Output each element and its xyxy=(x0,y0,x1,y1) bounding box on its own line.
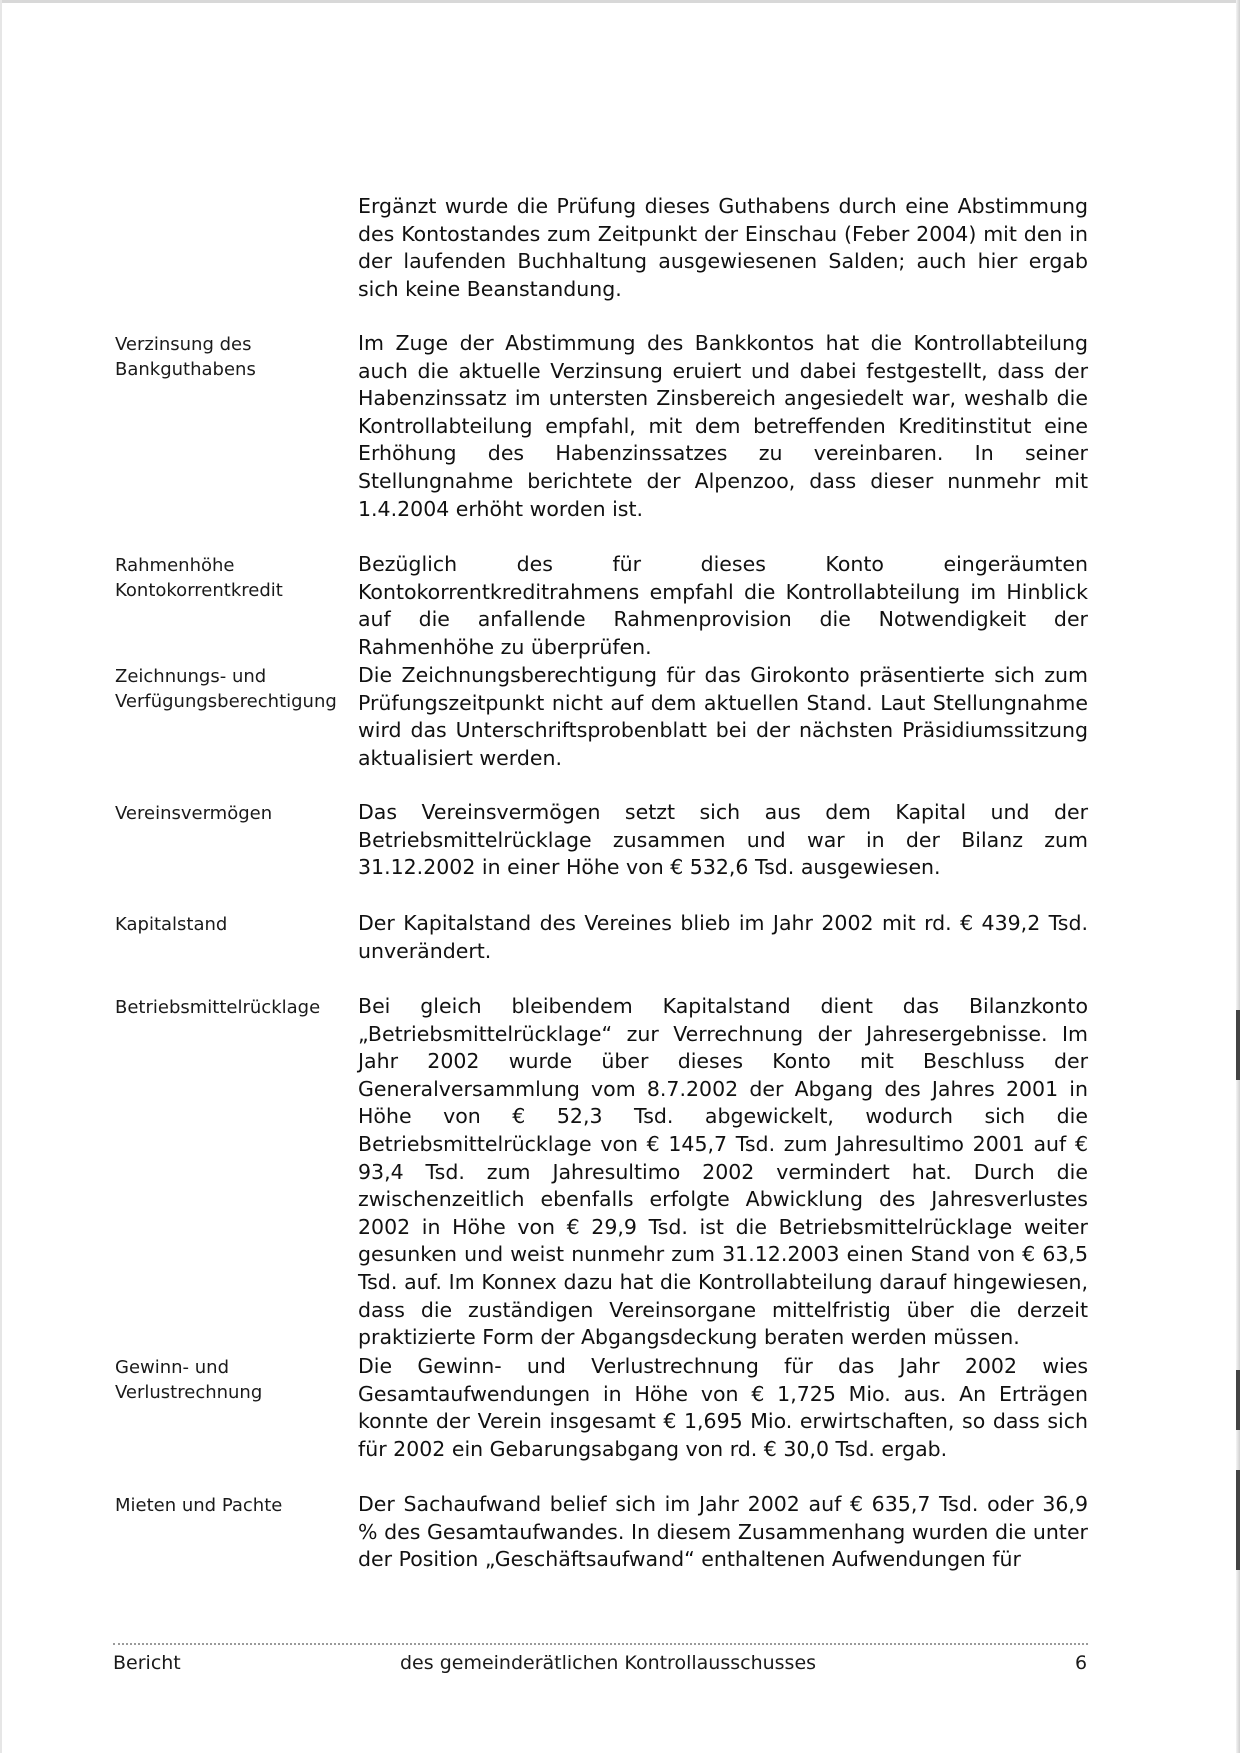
section-text: Bezüglich des für dieses Konto eingeräumten Kontokorrentkreditrahmens empfahl die Kontrollabteilung im Hinblick auf die anfallende Rahmenprovision die Notwendigkeit der Rahmenhöhe zu überprüfen. xyxy=(358,552,1088,659)
scan-edge-top xyxy=(0,0,1240,3)
section-label: Zeichnungs- und Verfügungsberechtigung xyxy=(115,666,337,712)
section-text: Das Vereinsvermögen setzt sich aus dem Kapital und der Betriebsmittelrücklage zusammen und war in der Bilanz zum 31.12.2002 in einer Höhe von € 532,6 Tsd. ausgewiesen. xyxy=(358,800,1088,880)
footer-left: Bericht xyxy=(113,1652,181,1674)
scan-mark xyxy=(1236,1370,1240,1430)
section-label: Kapitalstand xyxy=(115,914,228,935)
footer-divider xyxy=(113,1643,1088,1645)
section-label: Gewinn- und Verlustrechnung xyxy=(115,1357,263,1403)
section-text: Ergänzt wurde die Prüfung dieses Guthabens durch eine Abstimmung des Kontostandes zum Zeitpunkt der Einschau (Feber 2004) mit den in der laufenden Buchhaltung ausgewiesenen Salden; auch hier ergab sich keine Beanstandung. xyxy=(358,194,1088,301)
section-label: Verzinsung des Bankguthabens xyxy=(115,334,256,380)
scan-mark xyxy=(1236,1470,1240,1570)
section-text: Die Gewinn- und Verlustrechnung für das Jahr 2002 wies Gesamtaufwendungen in Höhe von € 1,725 Mio. aus. An Erträgen konnte der Verein insgesamt € 1,695 Mio. erwirtschaften, so dass sich für 2002 ein Gebarungsabgang von rd. € 30,0 Tsd. ergab. xyxy=(358,1354,1088,1461)
section-text: Die Zeichnungsberechtigung für das Girokonto präsentierte sich zum Prüfungszeitpunkt nicht auf dem aktuellen Stand. Laut Stellungnahme wird das Unterschriftsprobenblatt bei der nächsten Präsidiumssitzung aktualisiert werden. xyxy=(358,663,1088,770)
page-number: 6 xyxy=(1075,1652,1088,1674)
scan-edge-left xyxy=(0,0,2,1753)
footer-center: des gemeinderätlichen Kontrollausschusses xyxy=(400,1652,817,1674)
section-label: Betriebsmittelrücklage xyxy=(115,997,321,1018)
section-label: Vereinsvermögen xyxy=(115,803,273,824)
section-text: Im Zuge der Abstimmung des Bankkontos hat die Kontrollabteilung auch die aktuelle Verzinsung eruiert und dabei festgestellt, dass der Habenzinssatz im untersten Zinsbereich angesiedelt war, weshalb die Kontrollabteilung empfahl, mit dem betreffenden Kreditinstitut eine Erhöhung des Habenzinssatzes zu vereinbaren. In seiner Stellungnahme berichtete der Alpenzoo, dass dieser nunmehr mit 1.4.2004 erhöht worden ist. xyxy=(358,331,1088,521)
section-label: Mieten und Pachte xyxy=(115,1495,283,1516)
section-text: Der Sachaufwand belief sich im Jahr 2002 auf € 635,7 Tsd. oder 36,9 % des Gesamtaufwandes. In diesem Zusammenhang wurden die unter der Position „Geschäftsaufwand“ enthaltenen Aufwendungen für xyxy=(358,1492,1088,1572)
section-text: Der Kapitalstand des Vereines blieb im Jahr 2002 mit rd. € 439,2 Tsd. unverändert. xyxy=(358,911,1088,963)
section-label: Rahmenhöhe Kontokorrentkredit xyxy=(115,555,283,601)
scan-mark xyxy=(1236,1010,1240,1080)
section-text: Bei gleich bleibendem Kapitalstand dient das Bilanzkonto „Betriebsmittelrücklage“ zur Verrechnung der Jahresergebnisse. Im Jahr 2002 wurde über dieses Konto mit Beschluss der Generalversammlung vom 8.7.2002 der Abgang des Jahres 2001 in Höhe von € 52,3 Tsd. abgewickelt, wodurch sich die Betriebsmittelrücklage von € 145,7 Tsd. zum Jahresultimo 2001 auf € 93,4 Tsd. zum Jahresultimo 2002 vermindert hat. Durch die zwischenzeitlich ebenfalls erfolgte Abwicklung des Jahresverlustes 2002 in Höhe von € 29,9 Tsd. ist die Betriebsmittelrücklage weiter gesunken und weist nunmehr zum 31.12.2003 einen Stand von € 63,5 Tsd. auf. Im Konnex dazu hat die Kontrollabteilung darauf hingewiesen, dass die zuständigen Vereinsorgane mittelfristig über die derzeit praktizierte Form der Abgangsdeckung beraten werden müssen. xyxy=(358,994,1088,1350)
